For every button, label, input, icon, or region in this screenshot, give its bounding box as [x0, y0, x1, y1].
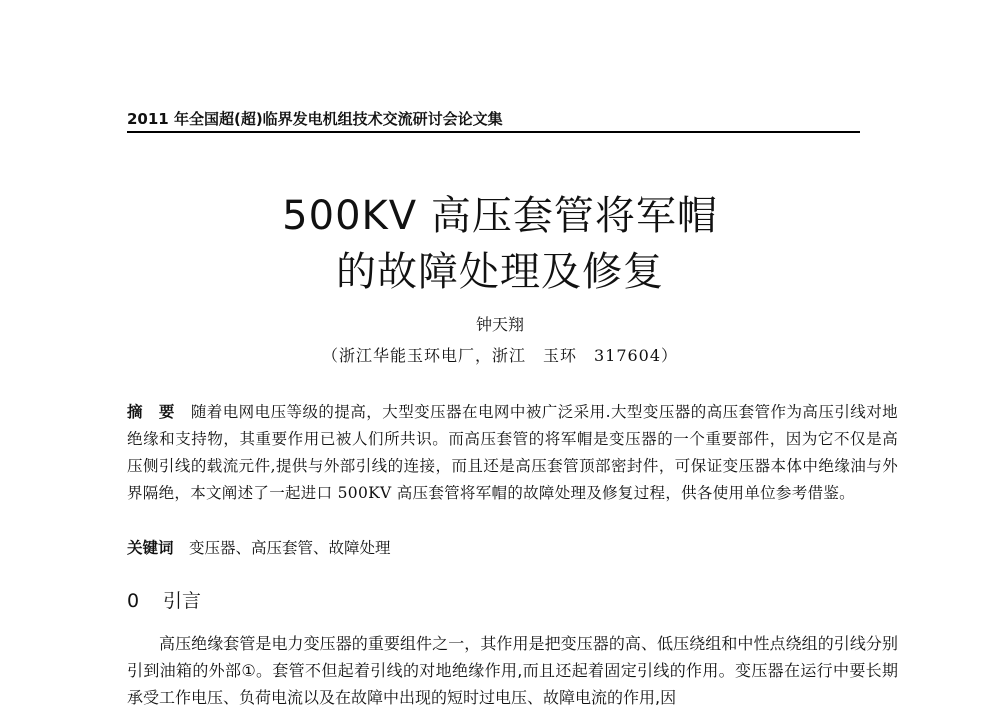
running-header: 2011 年全国超(超)临界发电机组技术交流研讨会论文集: [127, 110, 503, 128]
body-paragraph: 高压绝缘套管是电力变压器的重要组件之一，其作用是把变压器的高、低压绕组和中性点绕组的引线分别引到油箱的外部①。套管不但起着引线的对地绝缘作用,而且还起着固定引线的作用。变压器在运行中要长期承受工作电压、负荷电流以及在故障中出现的短时过电压、故障电流的作用,因: [127, 634, 898, 707]
author-affiliation: （浙江华能玉环电厂，浙江 玉环 317604）: [321, 346, 679, 365]
abstract-text: 随着电网电压等级的提高，大型变压器在电网中被广泛采用.大型变压器的高压套管作为高压引线对地绝缘和支持物，其重要作用已被人们所共识。而高压套管的将军帽是变压器的一个重要部件，因为它不仅是高压侧引线的载流元件,提供与外部引线的连接，而且还是高压套管顶部密封件，可保证变压器本体中绝缘油与外界隔绝，本文阐述了一起进口 500KV 高压套管将军帽的故障处理及修复过程，供各使用单位参考借鉴。: [127, 403, 898, 502]
abstract-label: 摘 要: [127, 403, 175, 421]
abstract: [127, 399, 898, 507]
paper-title-line-1: 500KV 高压套管将军帽: [282, 193, 718, 239]
keywords-label: 关键词: [127, 539, 174, 557]
keywords-text: 变压器、高压套管、故障处理: [189, 539, 391, 557]
section-number: 0: [127, 590, 140, 612]
paper-title-line-2: 的故障处理及修复: [336, 249, 664, 295]
section-title: 引言: [163, 590, 202, 612]
header-rule: [127, 131, 860, 133]
keywords: [127, 535, 898, 562]
section-heading: [127, 587, 201, 615]
author-name: 钟天翔: [475, 315, 524, 334]
